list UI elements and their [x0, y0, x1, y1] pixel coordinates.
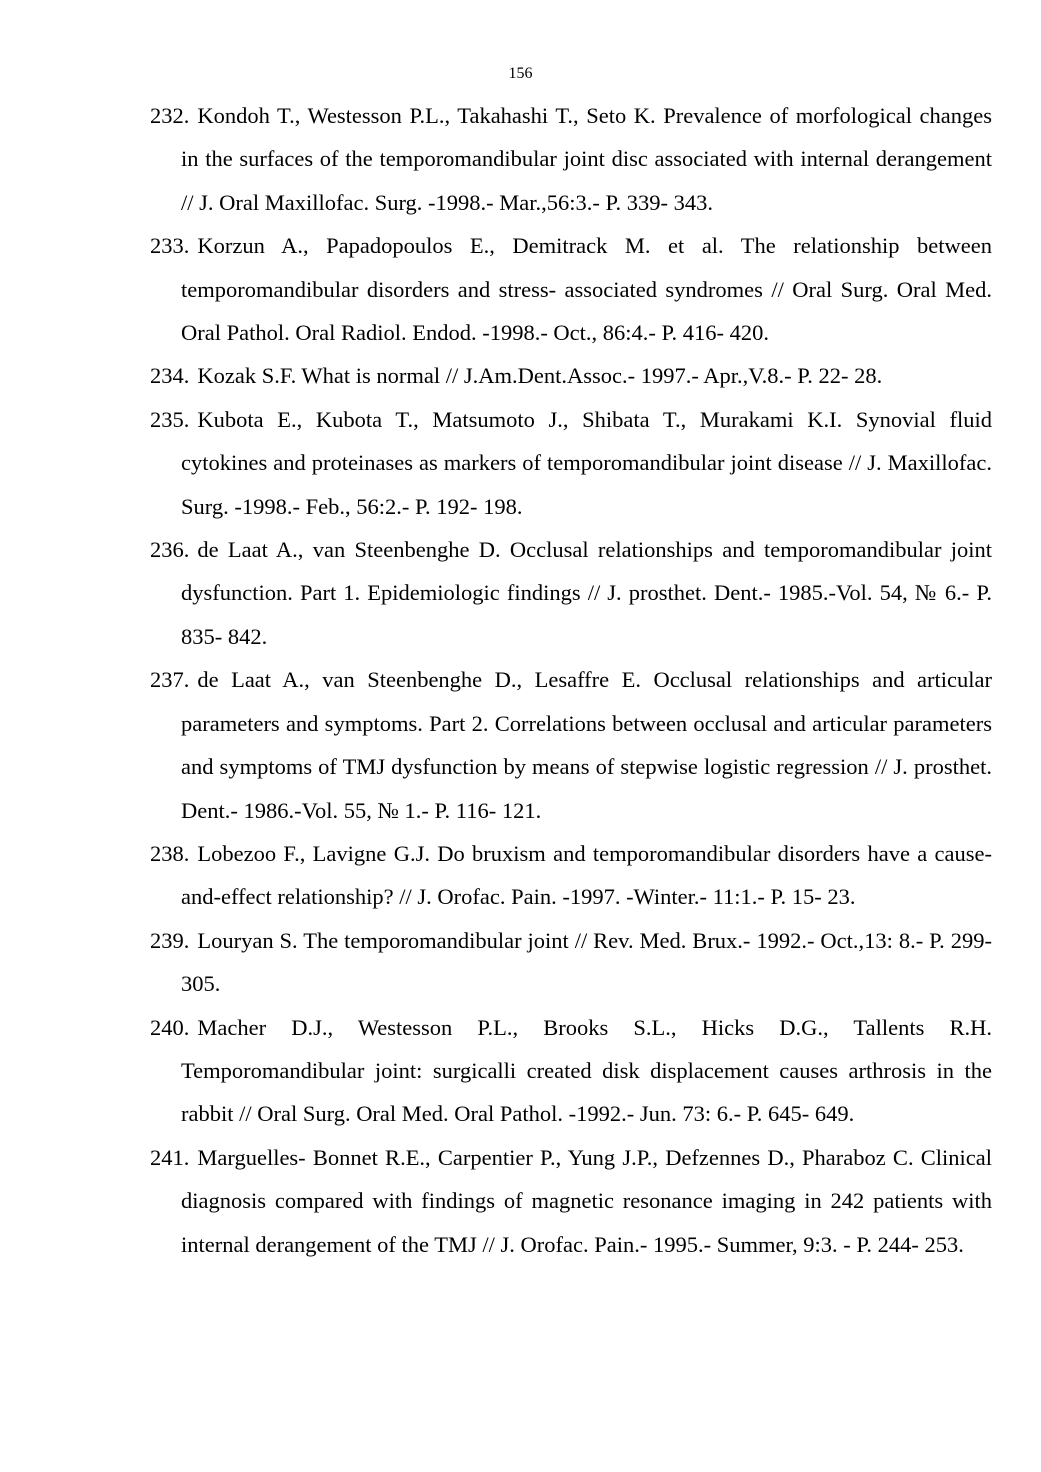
reference-item — [150, 658, 992, 832]
reference-text: de Laat A., van Steenbenghe D. Occlusal relationships and temporomandibular joint dysfunction. Part 1. Epidemiologic findings // J. prosthet. Dent.- 1985.-Vol. 54, № 6.- P. 835- 842. — [181, 537, 992, 649]
reference-item — [150, 528, 992, 658]
page-number: 156 — [508, 65, 533, 82]
reference-item — [150, 919, 992, 1006]
reference-item — [150, 832, 992, 919]
reference-number: 239. — [150, 927, 190, 953]
reference-text: Macher D.J., Westesson P.L., Brooks S.L., Hicks D.G., Tallents R.H. Temporomandibular joint: surgicalli created disk displacement causes arthrosis in the rabbit // Oral Surg. Oral Med. Oral Pathol. -1992.- Jun. 73: 6.- P. 645- 649. — [181, 1014, 992, 1127]
reference-list — [150, 94, 992, 1266]
reference-number: 241. — [150, 1144, 190, 1170]
reference-text: Lobezoo F., Lavigne G.J. Do bruxism and temporomandibular disorders have a cause-and-effect relationship? // J. Orofac. Pain. -1997. -Winter.- 11:1.- P. 15- 23. — [181, 840, 992, 910]
reference-number: 233. — [150, 233, 190, 259]
reference-text: Louryan S. The temporomandibular joint // Rev. Med. Brux.- 1992.- Oct.,13: 8.- P. 299- 305. — [181, 927, 992, 997]
reference-number: 235. — [150, 406, 190, 432]
reference-number: 232. — [150, 103, 190, 128]
reference-number: 234. — [150, 363, 190, 389]
reference-number: 240. — [150, 1014, 190, 1040]
reference-number: 236. — [150, 537, 190, 563]
reference-item — [150, 354, 992, 397]
reference-text: Kondoh T., Westesson P.L., Takahashi T., Seto K. Prevalence of morfological changes in the surfaces of the temporomandibular joint disc associated with internal derangement // J. Oral Maxillofac. Surg. -1998.- Mar.,56:3.- P. 339- 343. — [181, 103, 992, 215]
reference-number: 237. — [150, 667, 190, 693]
reference-item — [150, 1006, 992, 1136]
reference-item — [150, 398, 992, 528]
reference-text: de Laat A., van Steenbenghe D., Lesaffre E. Occlusal relationships and articular parameters and symptoms. Part 2. Correlations between occlusal and articular parameters and symptoms of TMJ dysfunction by means of stepwise logistic regression // J. prosthet. Dent.- 1986.-Vol. 55, № 1.- P. 116- 121. — [181, 667, 992, 823]
reference-item — [150, 224, 992, 354]
reference-item — [150, 1136, 992, 1266]
reference-item — [150, 94, 992, 224]
reference-text: Marguelles- Bonnet R.E., Carpentier P., Yung J.P., Defzennes D., Pharaboz C. Clinical diagnosis compared with findings of magnetic resonance imaging in 242 patients with internal derangement of the TMJ // J. Orofac. Pain.- 1995.- Summer, 9:3. - P. 244- 253. — [181, 1144, 992, 1257]
reference-text: Korzun A., Papadopoulos E., Demitrack M. et al. The relationship between temporomandibular disorders and stress- associated syndromes // Oral Surg. Oral Med. Oral Pathol. Oral Radiol. Endod. -1998.- Oct., 86:4.- P. 416- 420. — [181, 233, 992, 346]
reference-text: Kubota E., Kubota T., Matsumoto J., Shibata T., Murakami K.I. Synovial fluid cytokines and proteinases as markers of temporomandibular joint disease // J. Maxillofac. Surg. -1998.- Feb., 56:2.- P. 192- 198. — [181, 406, 992, 519]
reference-text: Kozak S.F. What is normal // J.Am.Dent.Assoc.- 1997.- Apr.,V.8.- P. 22- 28. — [197, 363, 883, 389]
reference-number: 238. — [150, 840, 190, 866]
